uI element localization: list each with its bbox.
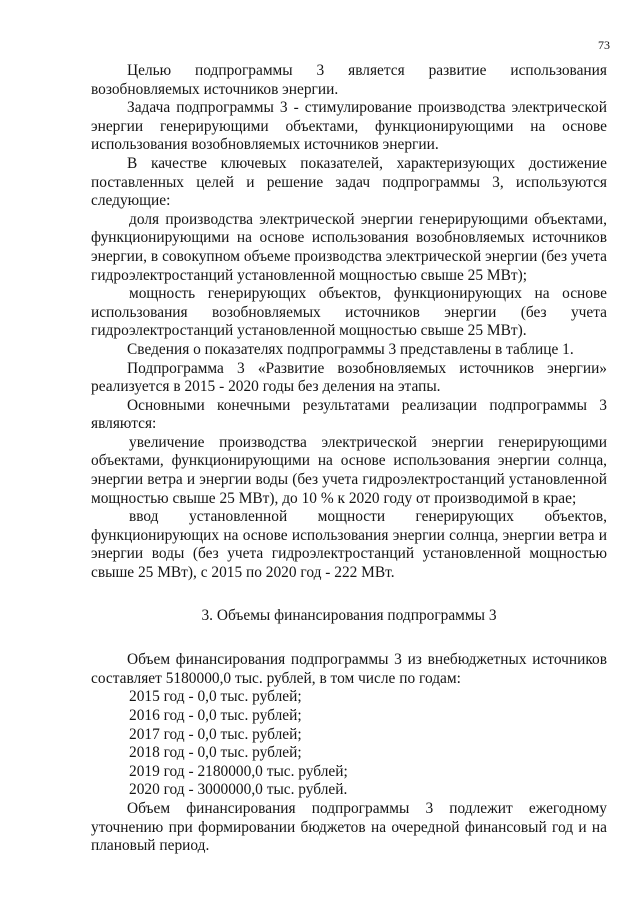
document-body [91,62,607,856]
financing-year-line: 2016 год - 0,0 тыс. рублей; [129,707,302,724]
indicators-intro-paragraph: В качестве ключевых показателей, характеризующих достижение поставленных целей и решение задач подпрограммы 3, используются следующие: [91,154,607,210]
timeline-paragraph: Подпрограмма 3 «Развитие возобновляемых источников энергии» реализуется в 2015 - 2020 годы без деления на этапы. [91,359,607,396]
results-intro-paragraph: Основными конечными результатами реализации подпрограммы 3 являются: [91,396,607,433]
result-item: ввод установленной мощности генерирующих объектов, функционирующих на основе использования энергии солнца, энергии ветра и энергии воды (без учета гидроэлектростанций установленной мощностью свыше 25 МВт), с 2015 по 2020 год - 222 МВт. [91,508,607,582]
table-reference-paragraph: Сведения о показателях подпрограммы 3 представлены в таблице 1. [127,340,574,358]
closing-paragraph: Объем финансирования подпрограммы 3 подлежит ежегодному уточнению при формировании бюджетов на очередной финансовый год и на плановый период. [91,799,607,855]
financing-intro-paragraph: Объем финансирования подпрограммы 3 из внебюджетных источников составляет 5180000,0 тыс. рублей, в том числе по годам: [91,651,607,687]
goal-paragraph: Целью подпрограммы 3 является развитие использования возобновляемых источников энергии. [91,62,607,98]
financing-year-line: 2019 год - 2180000,0 тыс. рублей; [129,762,348,780]
page-number: 73 [598,38,610,52]
result-item: увеличение производства электрической энергии генерирующими объектами, функционирующими на основе использования энергии солнца, энергии ветра и энергии воды (без учета гидроэлектростанций установленной мощностью свыше 25 МВт), до 10 % к 2020 году от производимой в крае; [91,433,607,507]
indicator-item: мощность генерирующих объектов, функционирующих на основе использования возобновляемых источников энергии (без учета гидроэлектростанций установленной мощностью свыше 25 МВт). [91,285,607,340]
financing-year-line: 2018 год - 0,0 тыс. рублей; [129,744,302,762]
task-paragraph: Задача подпрограммы 3 - стимулирование производства электрической энергии генерирующими объектами, функционирующими на основе использования возобновляемых источников энергии. [91,99,607,154]
financing-year-line: 2017 год - 0,0 тыс. рублей; [129,725,302,743]
financing-year-line: 2015 год - 0,0 тыс. рублей; [129,688,302,706]
financing-year-line: 2020 год - 3000000,0 тыс. рублей. [129,781,348,799]
section-heading: 3. Объемы финансирования подпрограммы 3 [201,606,497,624]
indicator-item: доля производства электрической энергии генерирующими объектами, функционирующими на основе использования возобновляемых источников энергии, в совокупном объеме производства электрической энергии (без учета гидроэлектростанций установленной мощностью свыше 25 МВт); [91,210,607,284]
